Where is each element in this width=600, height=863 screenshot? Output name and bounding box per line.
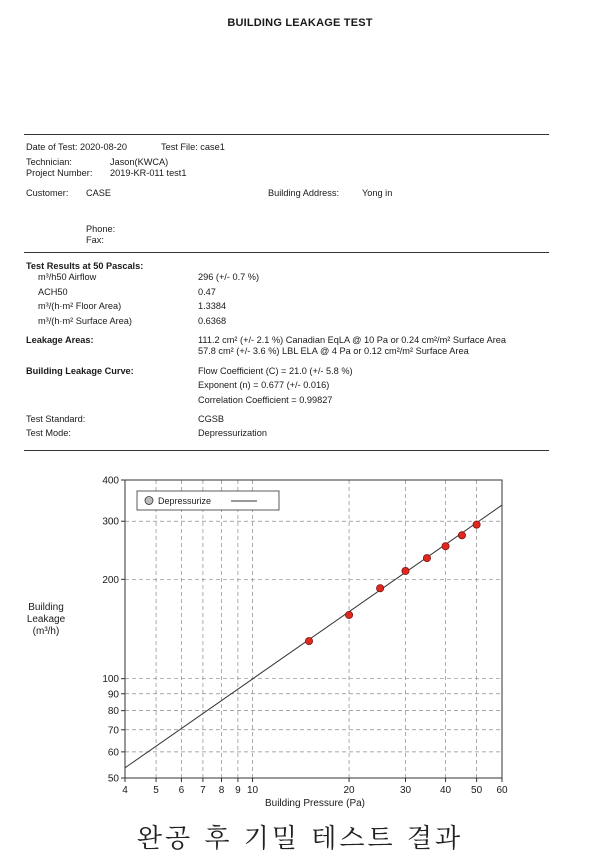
leakage-area-eqla: 111.2 cm² (+/- 2.1 %) Canadian EqLA @ 10 Pa or 0.24 cm²/m² Surface Area bbox=[198, 335, 506, 345]
y-tick-label: 300 bbox=[102, 516, 119, 528]
fax-label: Fax: bbox=[86, 235, 104, 245]
data-point bbox=[345, 611, 352, 618]
y-tick-label: 90 bbox=[107, 689, 119, 701]
building-address-label: Building Address: bbox=[268, 188, 339, 198]
x-tick-label: 40 bbox=[439, 785, 452, 796]
y-axis-label bbox=[27, 602, 66, 637]
y-tick-label: 70 bbox=[107, 725, 119, 737]
korean-caption: 완공 후 기밀 테스트 결과 bbox=[136, 824, 464, 854]
leakage-area-ela: 57.8 cm² (+/- 3.6 %) LBL ELA @ 4 Pa or 0.12 cm²/m² Surface Area bbox=[198, 346, 469, 356]
x-tick-label: 60 bbox=[496, 785, 508, 796]
phone-label: Phone: bbox=[86, 224, 116, 234]
data-point bbox=[377, 585, 384, 592]
x-tick-label: 30 bbox=[399, 785, 412, 796]
technician-value: Jason(KWCA) bbox=[110, 157, 169, 167]
data-point bbox=[423, 554, 430, 561]
test-file: Test File: case1 bbox=[161, 142, 225, 152]
result-value: 0.47 bbox=[198, 287, 216, 297]
building-address-value: Yong in bbox=[362, 188, 393, 198]
y-tick-label: 400 bbox=[102, 475, 119, 487]
technician-label: Technician: bbox=[26, 157, 72, 167]
customer-value: CASE bbox=[86, 188, 112, 198]
x-tick-label: 50 bbox=[471, 785, 483, 796]
test-standard-label: Test Standard: bbox=[26, 414, 86, 424]
result-label: ACH50 bbox=[38, 287, 68, 297]
y-axis-label-line: Building bbox=[28, 602, 64, 613]
project-number-value: 2019-KR-011 test1 bbox=[110, 168, 187, 178]
test-mode-label: Test Mode: bbox=[26, 428, 71, 438]
y-tick-label: 50 bbox=[107, 773, 119, 785]
result-value: 0.6368 bbox=[198, 316, 227, 326]
correlation-coefficient: Correlation Coefficient = 0.99827 bbox=[198, 395, 333, 405]
result-label: m³/(h·m² Floor Area) bbox=[38, 301, 122, 311]
test-standard-value: CGSB bbox=[198, 414, 225, 424]
x-tick-label: 20 bbox=[343, 785, 355, 796]
y-tick-label: 100 bbox=[102, 674, 119, 686]
result-value: 296 (+/- 0.7 %) bbox=[198, 272, 260, 282]
data-point bbox=[442, 543, 449, 550]
legend-label: Depressurize bbox=[158, 496, 212, 506]
exponent: Exponent (n) = 0.677 (+/- 0.016) bbox=[198, 380, 330, 390]
test-mode-value: Depressurization bbox=[198, 428, 267, 438]
result-label: m³/h50 Airflow bbox=[38, 272, 97, 282]
x-tick-label: 7 bbox=[200, 785, 206, 796]
data-point bbox=[458, 532, 465, 539]
leakage-chart bbox=[0, 460, 600, 820]
x-axis-label: Building Pressure (Pa) bbox=[264, 798, 366, 809]
project-number-label: Project Number: bbox=[26, 168, 93, 178]
data-point bbox=[473, 521, 480, 528]
report-title: BUILDING LEAKAGE TEST bbox=[227, 17, 373, 29]
header-divider-top bbox=[24, 134, 549, 135]
y-tick-label: 60 bbox=[107, 747, 119, 759]
header-divider-bottom bbox=[24, 450, 549, 451]
result-label: m³/(h·m² Surface Area) bbox=[38, 316, 132, 326]
leakage-areas-label: Leakage Areas: bbox=[26, 335, 94, 345]
legend-marker bbox=[145, 497, 153, 505]
data-point bbox=[402, 567, 409, 574]
x-tick-label: 4 bbox=[122, 785, 128, 796]
x-tick-label: 6 bbox=[178, 785, 185, 796]
customer-label: Customer: bbox=[26, 188, 69, 198]
flow-coefficient: Flow Coefficient (C) = 21.0 (+/- 5.8 %) bbox=[198, 366, 353, 376]
leakage-curve-label: Building Leakage Curve: bbox=[26, 366, 134, 376]
x-tick-label: 10 bbox=[246, 785, 259, 796]
y-tick-label: 200 bbox=[102, 574, 119, 586]
x-tick-label: 9 bbox=[235, 785, 241, 796]
header-divider-mid bbox=[24, 252, 549, 253]
results-heading: Test Results at 50 Pascals: bbox=[26, 261, 144, 271]
y-tick-label: 80 bbox=[107, 706, 119, 718]
x-tick-label: 5 bbox=[153, 785, 159, 796]
y-axis-label-line: Leakage bbox=[26, 614, 66, 625]
y-axis-label-line: (m³/h) bbox=[32, 626, 60, 637]
x-tick-label: 8 bbox=[218, 785, 225, 796]
data-point bbox=[305, 637, 312, 644]
date-of-test: Date of Test: 2020-08-20 bbox=[26, 142, 127, 152]
result-value: 1.3384 bbox=[198, 301, 227, 311]
